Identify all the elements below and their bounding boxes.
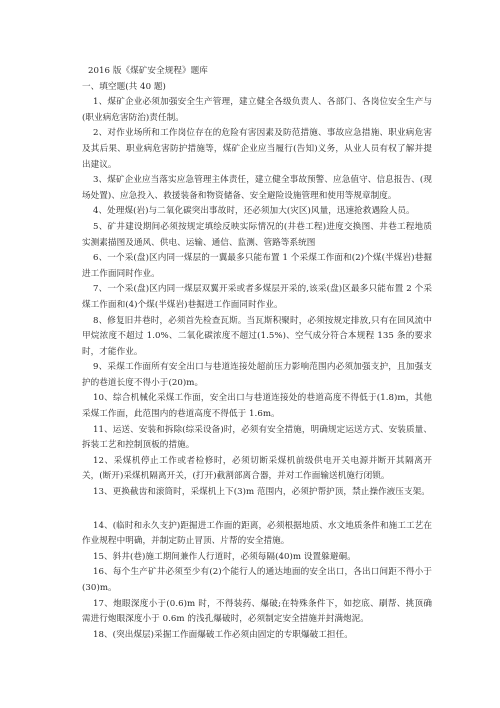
question-item: 5、矿井建设期间必须按规定填绘反映实际情况的(井巷工程)进度交换图、井巷工程地质实测素描图及通风、供电、运输、通信、监测、管路等系统图	[82, 221, 432, 248]
question-item: 11、运送、安装和拆除(综采设备)时，必须有安全措施，明确规定运送方式、安装质量、拆装工艺和控制顶板的措施。	[82, 424, 432, 451]
question-item: 9、采煤工作面所有安全出口与巷道连接处超前压力影响范围内必须加强支护，且加强支护的巷道长度不得小于(20)m。	[82, 362, 432, 388]
question-item: 18、(突出煤层)采掘工作面爆破工作必须由固定的专职爆破工担任。	[93, 629, 353, 640]
question-item: 2、对作业场所和工作岗位存在的危险有害因素及防范措施、事故应急措施、职业病危害及其后果、职业病危害防护措施等，煤矿企业应当履行(告知)义务，从业人员有权了解并提出建议。	[82, 128, 432, 170]
question-item: 8、修复旧井巷时，必须首先检查瓦斯。当瓦斯积聚时，必须按规定排放,只有在回风流中甲烷浓度不超过 1.0%、二氧化碳浓度不超过(1.5%)、空气成分符合本规程 135 条的要求时，才能作业。	[82, 315, 432, 357]
question-item: 7、一个采(盘)区内同一煤层双翼开采或者多煤层开采的,该采(盘)区最多只能布置 2 个采煤工作面和(4)个煤(半煤岩)巷掘进工作面同时作业。	[82, 284, 432, 310]
question-item: 13、更换截齿和滚筒时，采煤机上下(3)m 范围内，必须护帮护顶，禁止操作液压支架。	[93, 487, 430, 498]
document-body	[82, 64, 432, 643]
document-title: 2016 版《煤矿安全规程》题库	[88, 66, 208, 76]
question-item: 10、综合机械化采煤工作面，安全出口与巷道连接处的巷道高度不得低于(1.8)m，其他采煤工作面，此范围内的巷道高度不得低于 1.6m。	[82, 393, 432, 420]
question-item: 1、煤矿企业必须加强安全生产管理，建立健全各级负责人、各部门、各岗位安全生产与(职业病危害防治)责任制。	[82, 97, 432, 123]
question-item: 14、(临时和永久支护)距掘进工作面的距离，必须根据地质、水文地质条件和施工工艺在作业规程中明确，并制定防止冒顶、片帮的安全措施。	[82, 520, 432, 547]
section-heading: 一、填空题(共 40 题)	[82, 81, 166, 92]
question-item: 3、煤矿企业应当落实应急管理主体责任，建立健全事故预警、应急值守、信息报告、(现场处置)、应急投入、救援装备和物资储备、安全避险设施管理和使用等规章制度。	[82, 175, 432, 201]
question-item: 17、炮眼深度小于(0.6)m 时，不得装药、爆破;在特殊条件下，如挖底、刷帮、挑顶确需进行炮眼深度小于 0.6m 的浅孔爆破时，必须制定安全措施并封满炮泥。	[82, 598, 432, 625]
question-item: 6、一个采(盘)区内同一煤层的一翼最多只能布置 1 个采煤工作面和(2)个煤(半煤岩)巷掘进工作面同时作业。	[82, 253, 432, 279]
question-item: 15、斜井(巷)施工期间兼作人行道时，必须每隔(40)m 设置躲避硐。	[93, 551, 356, 562]
question-item: 12、采煤机停止工作或者检修时，必须切断采煤机前级供电开关电源并断开其隔离开关，(断开)采煤机隔离开关，(打开)截割部离合器，并对工作面输送机施行闭锁。	[82, 455, 432, 482]
question-item: 4、处理煤(岩)与二氧化碳突出事故时，还必须加大(灾区)风量，迅速抢救遇险人员。	[93, 206, 415, 217]
question-item: 16、每个生产矿井必须至少有(2)个能行人的通达地面的安全出口，各出口间距不得小于(30)m。	[82, 567, 432, 593]
